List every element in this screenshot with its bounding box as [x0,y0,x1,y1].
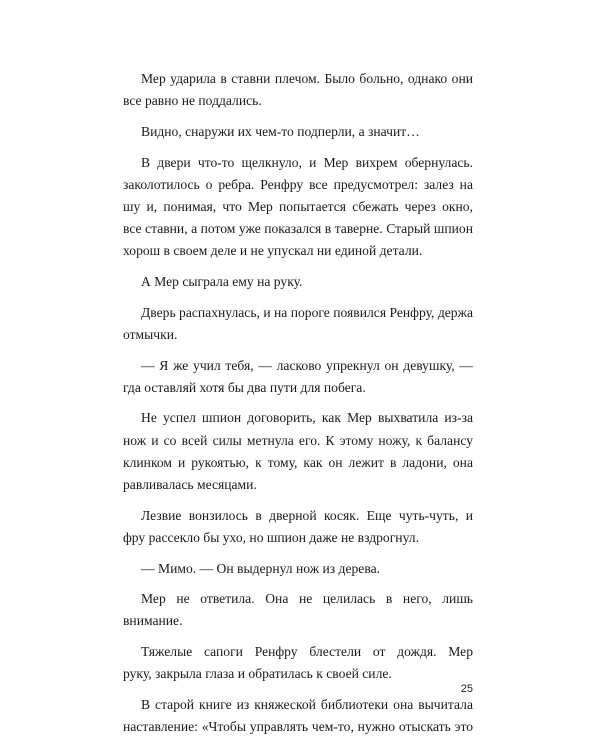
text-line: хорош в своем деле и не упускал ни единой детали. [123,243,423,259]
text-line: наставление: «Чтобы управлять чем-то, нужно отыскать это [123,719,473,735]
paragraph [123,694,473,738]
text-line: Мер не ответила. Она не целилась в него, лишь [141,591,473,607]
text-line: В старой книге из княжеской библиотеки она вычитала [141,697,473,712]
page-number: 25 [460,683,473,695]
paragraph [123,505,473,549]
paragraph [123,641,473,685]
paragraph-spacer [123,580,473,589]
text-line: гда оставляй хотя бы два пути для побега. [123,379,366,395]
text-line: В двери что-то щелкнуло, и Мер вихрем обернулась. [141,154,473,170]
paragraph [123,68,473,112]
paragraph [123,302,473,346]
text-line: нож и со всей силы метнула его. К этому ножу, к балансу [123,432,473,448]
paragraph-spacer [123,549,473,558]
text-line: Дверь распахнулась, и на пороге появился Ренфру, держа [141,304,473,320]
text-line: руку, закрыла глаза и обратилась к своей силе. [123,666,392,682]
text-line: все ставни, а потом уже показался в таверне. Старый шпион [123,221,473,237]
paragraph [123,588,473,632]
text-line: фру рассекло бы ухо, но шпион даже не вздрогнул. [123,529,419,545]
paragraph-spacer [123,263,473,272]
text-line: Тяжелые сапоги Ренфру блестели от дождя. Мер [141,644,473,660]
text-line: все равно не поддались. [123,93,262,109]
text-line: — Мимо. — Он выдернул нож из дерева. [141,560,381,576]
text-line: внимание. [123,613,183,629]
paragraph [123,355,473,399]
paragraph-spacer [123,346,473,355]
paragraph-spacer [123,496,473,505]
text-line: А Мер сыграла ему на руку. [141,274,303,289]
text-line: Не успел шпион договорить, как Мер выхватила из-за [141,410,473,426]
text-line: — Я же учил тебя, — ласково упрекнул он девушку, — [141,357,473,373]
paragraph-spacer [123,293,473,302]
paragraph-spacer [123,112,473,121]
text-line: Мер ударила в ставни плечом. Было больно, однако они [141,71,473,86]
paragraph-spacer [123,399,473,408]
text-line: равливалась месяцами. [123,477,257,492]
body-text [123,68,473,738]
paragraph-spacer [123,686,473,695]
text-line: клинком и рукоятью, к тому, как он лежит в ладони, она [123,454,473,470]
text-line: заколотилось о ребра. Ренфру все предусмотрел: залез на [123,176,473,192]
paragraph-spacer [123,143,473,152]
text-line: отмычки. [123,326,178,342]
text-line: шу и, понимая, что Мер попытается сбежать через окно, [123,198,473,214]
paragraph [123,271,473,293]
paragraph-spacer [123,633,473,642]
paragraph [123,558,473,580]
text-line: Видно, снаружи их чем-то подперли, а значит… [141,123,420,139]
paragraph [123,152,473,263]
paragraph [123,407,473,496]
text-line: Лезвие вонзилось в дверной косяк. Еще чуть-чуть, и [141,507,473,523]
paragraph [123,121,473,143]
